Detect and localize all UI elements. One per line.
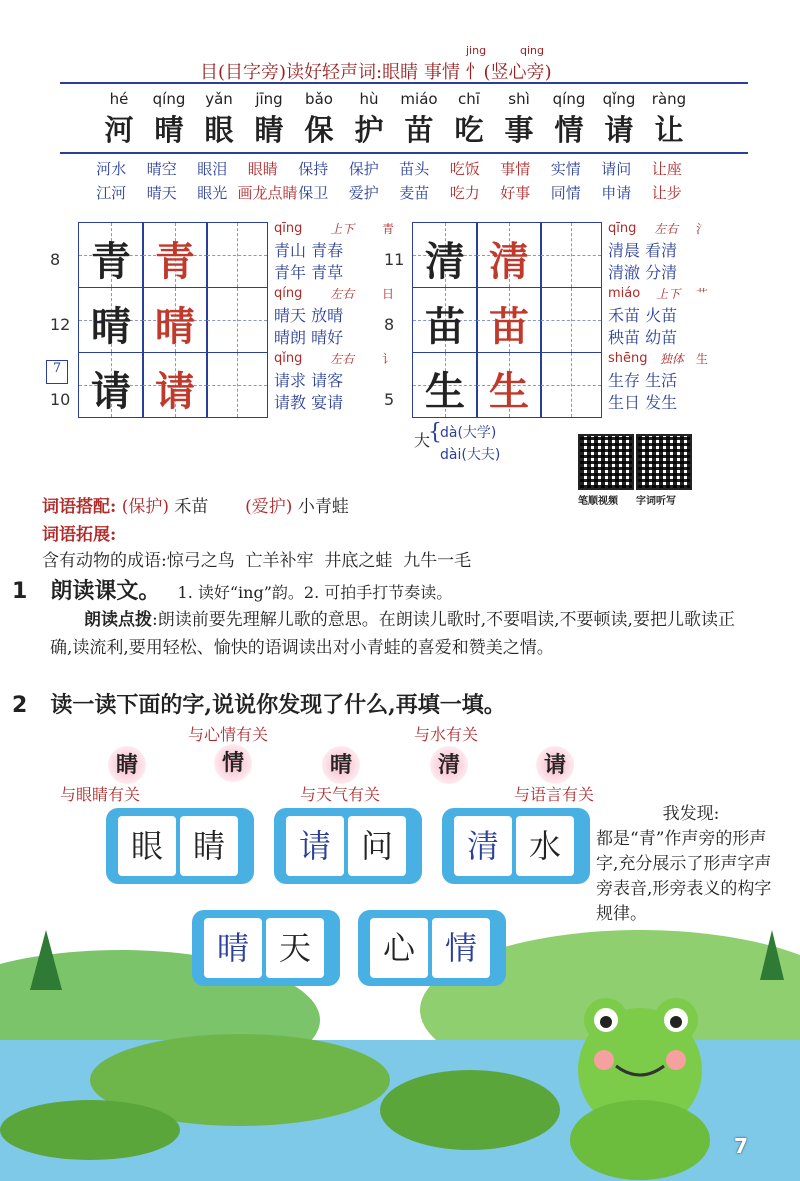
words-line-2: 秧苗 幼苗	[608, 328, 678, 347]
words1-item: 眼睛	[247, 160, 278, 178]
word-card	[274, 808, 422, 884]
collocation-b: (爱护)	[245, 497, 293, 517]
words1-item: 保持	[298, 160, 329, 178]
words1-item: 吃饭	[449, 160, 480, 178]
word-card	[358, 910, 506, 986]
model-char: 苗	[425, 303, 465, 350]
info-head	[608, 283, 708, 305]
trace-char: 生	[489, 368, 529, 415]
qr-caption-1: 笔顺视频	[578, 496, 618, 507]
words1-item: 实情	[550, 160, 581, 178]
words-line-1: 清晨 看清	[608, 241, 678, 260]
info-head	[608, 348, 708, 370]
pyrow-item: hé	[109, 90, 129, 108]
word-info	[608, 348, 708, 414]
character-row	[94, 108, 694, 149]
trace-char: 请	[155, 368, 195, 415]
info-head	[274, 218, 394, 240]
pyrow-item: miáo	[400, 90, 438, 108]
words1-item: 河水	[96, 160, 127, 178]
words-line-2: 清澈 分清	[608, 263, 678, 282]
section-tips: 1. 读好“ing”韵。2. 可拍手打节奏读。	[177, 583, 453, 602]
words2-item: 江河	[96, 184, 127, 202]
section-title: 读一读下面的字,说说你发现了什么,再填一填。	[50, 692, 506, 718]
collocation-label: 词语搭配:	[42, 497, 117, 517]
info-head	[608, 218, 708, 240]
trace-char: 清	[489, 238, 529, 285]
reading-dai: dài(大夫)	[440, 447, 501, 463]
card-char-2: 水	[516, 816, 574, 876]
model-char: 生	[425, 368, 465, 415]
charrow-item: 让	[654, 113, 684, 147]
polyphone-readings	[440, 422, 500, 466]
word-row-1	[86, 158, 706, 179]
words2-item: 保卫	[298, 184, 329, 202]
charrow-item: 眼	[204, 113, 234, 147]
words-line-2: 生日 发生	[608, 393, 678, 412]
structure: 独体	[659, 352, 684, 366]
margin-mark: 7	[46, 360, 68, 384]
reading-guidance	[50, 606, 750, 662]
qr-code[interactable]	[578, 434, 634, 490]
reading-hint-text: 目(目字旁)读好轻声词:眼睛 事情 忄(竖心旁)	[200, 62, 552, 83]
model-char: 晴	[91, 303, 131, 350]
divider	[60, 152, 748, 154]
polyphone-char: 大	[414, 431, 431, 450]
discovery-note	[596, 802, 786, 927]
words-line-2: 请教 宴请	[274, 393, 344, 412]
card-char-1: 晴	[204, 918, 262, 978]
card-char-2: 睛	[180, 816, 238, 876]
charrow-item: 事	[504, 113, 534, 147]
char-qing-heart: 情	[214, 744, 252, 782]
pinyin: qīng	[274, 221, 303, 236]
words1-item: 苗头	[399, 160, 430, 178]
radical: 氵	[695, 222, 708, 236]
words-line-1: 生存 生活	[608, 371, 678, 390]
tag-eye: 与眼睛有关	[60, 785, 141, 804]
card-char-2: 问	[348, 816, 406, 876]
page-number: 7	[734, 1134, 748, 1158]
word-info	[608, 283, 708, 349]
reading-hint	[200, 44, 552, 84]
charrow-item: 情	[554, 113, 584, 147]
card-char-1: 眼	[118, 816, 176, 876]
char-qing-speech: 请	[536, 746, 574, 784]
words-line-2: 晴朗 晴好	[274, 328, 344, 347]
stroke-count: 5	[384, 390, 395, 409]
word-row-2	[86, 182, 706, 203]
words2-item: 画龙点睛	[237, 184, 298, 202]
card-char-1: 请	[286, 816, 344, 876]
charrow-item: 护	[354, 113, 384, 147]
section-1	[12, 574, 452, 605]
radical: 艹	[695, 287, 708, 301]
charrow-item: 晴	[154, 113, 184, 147]
word-info	[274, 283, 394, 349]
note-body: 都是“青”作声旁的形声字,充分展示了形声字声旁表音,形旁表义的构字规律。	[596, 829, 772, 924]
radical: 日	[381, 287, 394, 301]
brace: {	[428, 420, 442, 445]
word-info	[274, 218, 394, 284]
words1-item: 保护	[348, 160, 379, 178]
reading-da: dà(大学)	[440, 425, 497, 441]
expansion-label: 词语拓展:	[42, 525, 117, 545]
words-line-2: 青年 青草	[274, 263, 344, 282]
words2-item: 麦苗	[399, 184, 430, 202]
writing-cell	[540, 222, 602, 288]
pyrow-item: ràng	[651, 90, 687, 108]
pinyin: qīng	[608, 221, 637, 236]
section-title: 朗读课文。	[50, 578, 161, 604]
structure: 上下	[656, 287, 681, 301]
pinyin-qing: qing	[520, 44, 544, 57]
info-head	[274, 283, 394, 305]
radical: 生	[695, 352, 708, 366]
pyrow-item: chī	[458, 90, 480, 108]
words-line-1: 晴天 放晴	[274, 306, 344, 325]
pyrow-item: hù	[359, 90, 379, 108]
qr-code[interactable]	[636, 434, 692, 490]
pinyin-row	[94, 90, 694, 108]
writing-cell	[206, 352, 268, 418]
structure: 左右	[654, 222, 679, 236]
radical: 讠	[381, 352, 394, 366]
word-card	[106, 808, 254, 884]
charrow-item: 请	[604, 113, 634, 147]
pyrow-item: shì	[508, 90, 530, 108]
tag-heart: 与心情有关	[188, 725, 269, 744]
pyrow-item: bǎo	[305, 90, 333, 108]
words2-item: 同情	[550, 184, 581, 202]
info-head	[274, 348, 394, 370]
qr-caption-2: 字词听写	[636, 496, 676, 507]
stroke-count: 11	[384, 250, 405, 269]
trace-char: 青	[155, 238, 195, 285]
pyrow-item: qíng	[152, 90, 186, 108]
card-char-1: 清	[454, 816, 512, 876]
words1-item: 请问	[601, 160, 632, 178]
char-qing-water: 清	[430, 746, 468, 784]
charrow-item: 苗	[404, 113, 434, 147]
pinyin-jing: jing	[466, 44, 487, 57]
divider	[60, 82, 748, 84]
words1-item: 让座	[651, 160, 682, 178]
collocation	[42, 492, 349, 517]
words2-item: 让步	[651, 184, 682, 202]
words2-item: 申请	[601, 184, 632, 202]
words-line-1: 禾苗 火苗	[608, 306, 678, 325]
collocation-a-tail: 禾苗	[174, 497, 209, 517]
guidance-text: :朗读前要先理解儿歌的意思。在朗读儿歌时,不要唱读,不要顿读,要把儿歌读正确,读流利,要用轻松、愉快的语调读出对小青蛙的喜爱和赞美之情。	[50, 610, 735, 658]
char-jing: 睛	[108, 746, 146, 784]
trace-char: 晴	[155, 303, 195, 350]
words1-item: 晴空	[146, 160, 177, 178]
words2-item: 眼光	[197, 184, 228, 202]
words2-item: 爱护	[348, 184, 379, 202]
tag-water: 与水有关	[414, 725, 479, 744]
pinyin: qǐng	[274, 351, 303, 366]
section-2	[12, 688, 506, 719]
writing-cell	[206, 222, 268, 288]
structure: 左右	[330, 287, 355, 301]
structure: 左右	[330, 352, 355, 366]
charrow-item: 河	[104, 113, 134, 147]
pyrow-item: yǎn	[205, 90, 233, 108]
guidance-label: 朗读点拨	[84, 610, 152, 630]
word-info	[274, 348, 394, 414]
stroke-count: 8	[50, 250, 61, 269]
tag-speech: 与语言有关	[514, 785, 595, 804]
structure: 上下	[330, 222, 355, 236]
pinyin: miáo	[608, 286, 641, 301]
pyrow-item: jīng	[255, 90, 283, 108]
expansion-text: 含有动物的成语:惊弓之鸟 亡羊补牢 井底之蛙 九牛一毛	[42, 551, 472, 571]
writing-cell	[206, 287, 268, 353]
card-char-2: 天	[266, 918, 324, 978]
stroke-count: 12	[50, 315, 71, 334]
words2-item: 吃力	[449, 184, 480, 202]
words-line-1: 青山 青春	[274, 241, 344, 260]
word-card	[442, 808, 590, 884]
char-qing-sun: 晴	[322, 746, 360, 784]
model-char: 清	[425, 238, 465, 285]
trace-char: 苗	[489, 303, 529, 350]
card-char-2: 情	[432, 918, 490, 978]
charrow-item: 吃	[454, 113, 484, 147]
words1-item: 事情	[500, 160, 531, 178]
pyrow-item: qǐng	[602, 90, 636, 108]
charrow-item: 保	[304, 113, 334, 147]
tag-weather: 与天气有关	[300, 785, 381, 804]
word-card	[192, 910, 340, 986]
note-title: 我发现:	[662, 804, 720, 824]
collocation-b-tail: 小青蛙	[297, 497, 349, 517]
word-info	[608, 218, 708, 284]
words2-item: 好事	[500, 184, 531, 202]
model-char: 请	[91, 368, 131, 415]
section-number: 2	[12, 693, 28, 718]
pinyin: qíng	[274, 286, 303, 301]
words-line-1: 请求 请客	[274, 371, 344, 390]
collocation-a: (保护)	[121, 497, 169, 517]
writing-cell	[540, 287, 602, 353]
section-number: 1	[12, 579, 28, 604]
stroke-count: 10	[50, 390, 71, 409]
card-char-1: 心	[370, 918, 428, 978]
model-char: 青	[91, 238, 131, 285]
words1-item: 眼泪	[197, 160, 228, 178]
words2-item: 晴天	[146, 184, 177, 202]
charrow-item: 睛	[254, 113, 284, 147]
writing-cell	[540, 352, 602, 418]
radical: 青	[381, 222, 394, 236]
stroke-count: 8	[384, 315, 395, 334]
pinyin: shēng	[608, 351, 648, 366]
pyrow-item: qíng	[552, 90, 586, 108]
